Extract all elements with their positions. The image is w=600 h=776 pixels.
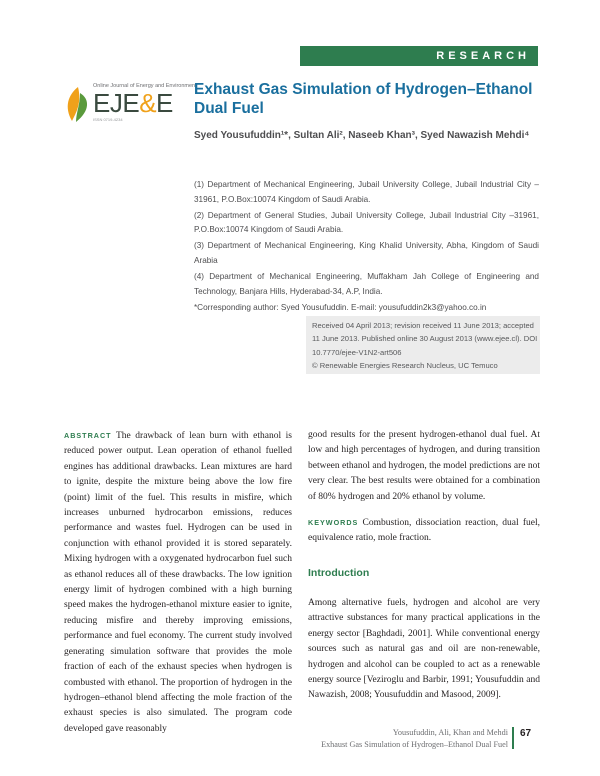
footer-authors: Yousufuddin, Ali, Khan and Mehdi [392,728,508,737]
affiliation-3: (3) Department of Mechanical Engineering, King Khalid University, Abha, Kingdom of Saudi Arabia [194,241,539,265]
logo-wordmark [93,89,173,117]
logo-text-amp: & [139,88,157,118]
article-authors: Syed Yousufuddin¹*, Sultan Ali², Naseeb Khan³, Syed Nawazish Mehdi⁴ [194,130,530,141]
abstract-text-left: The drawback of lean burn with ethanol is reduced power output. Lean operation of ethanol fuelled engines has additional drawbacks. Lean mixtures are hard to ignite, despite the mixture being above the low fire (point) limit of the fuel. This results in misfire, which increases unburned hydrocarbon emissions, reduces performance and wastes fuel. Hydrogen can be used in conjunction with ethanol provided it is stored separately. Mixing hydrogen with a oxygenated hydrocarbon fuel such as ethanol reduces all of these drawbacks. The low ignition energy limit of hydrogen combined with a high burning speed makes the hydrogen-ethanol mixture easier to ignite, reducing misfire and thereby improving emissions, performance and fuel economy. The current study involved generating simulation software that provides the mole fraction of each of the exhaust species when hydrogen is combusted with ethanol. The proportion of hydrogen in the hydrogen–ethanol blend affecting the mole fraction of the exhaust species is also simulated. The program code developed gave reasonably [64,431,292,734]
logo-text-main: EJE [93,88,140,118]
article-title: Exhaust Gas Simulation of Hydrogen–Ethanol Dual Fuel [194,81,533,117]
affiliation-2: (2) Department of General Studies, Jubail University College, Jubail Industrial City –31961, P.O.Box:10074 Kingdom of Saudi Arabia. [194,210,539,235]
affiliation-1: (1) Department of Mechanical Engineering, Jubail University College, Jubail Industrial City –31961, P.O.Box:10074 Kingdom of Saudi Arabia. [194,180,539,204]
keywords-label: KEYWORDS [308,518,359,528]
keywords-paragraph [308,515,540,547]
copyright-line: © Renewable Energies Research Nucleus, UC Temuco [312,360,498,370]
abstract-text-right: good results for the present hydrogen-ethanol dual fuel. At low and high percentages of hydrogen, and during transition between ethanol and hydrogen, the model predictions are not very clear. The best results were obtained for a combination of 80% hydrogen and 20% ethanol by volume. [308,430,540,502]
affiliation-4: (4) Department of Mechanical Engineering, Muffakham Jah College of Engineering and Technology, Banjara Hills, Hyderabad-34, A.P, India. [194,272,539,296]
abstract-left-column [64,428,292,737]
logo-subline: ISSN 0719-4234 [93,117,123,122]
received-dates: Received 04 April 2013; revision received 11 June 2013; accepted 11 June 2013. Published online 30 August 2013 (www.ejee.cl). DOI 10.7770/ejee-V1N2-art506 [312,321,538,357]
footer-divider [512,727,514,749]
keywords-text: Combustion, dissociation reaction, dual fuel, equivalence ratio, mole fraction. [308,518,541,544]
received-info-box [306,316,540,374]
logo-text-end: E [156,88,173,118]
introduction-heading: Introduction [308,567,370,579]
affiliations [194,178,539,317]
abstract-paragraph [64,428,292,737]
corresponding-author: *Corresponding author: Syed Yousufuddin. E-mail: yousufuddin2k3@yahoo.co.in [194,302,487,312]
introduction-text: Among alternative fuels, hydrogen and alcohol are very attractive substances for many practical applications in the energy sector [Baghdadi, 2001]. While conventional energy sources such as natural gas and oil are non-renewable, hydrogen and alcohol can be coupled to act as a renewable energy source [Veziroglu and Barbir, 1991; Yousufuddin and Nawazish, 2008; Yousufuddin and Masood, 2009]. [308,598,540,701]
section-label: RESEARCH [436,50,530,62]
leaf-icon [62,85,92,125]
footer-title: Exhaust Gas Simulation of Hydrogen–Ethanol Dual Fuel [321,739,508,749]
page-footer [188,727,508,750]
journal-logo [62,82,197,128]
abstract-label: ABSTRACT [64,431,112,440]
section-label-bar [300,46,538,66]
abstract-right-column [308,428,540,547]
logo-tagline: Online Journal of Energy and Environment [93,83,197,89]
page-number: 67 [520,728,532,739]
